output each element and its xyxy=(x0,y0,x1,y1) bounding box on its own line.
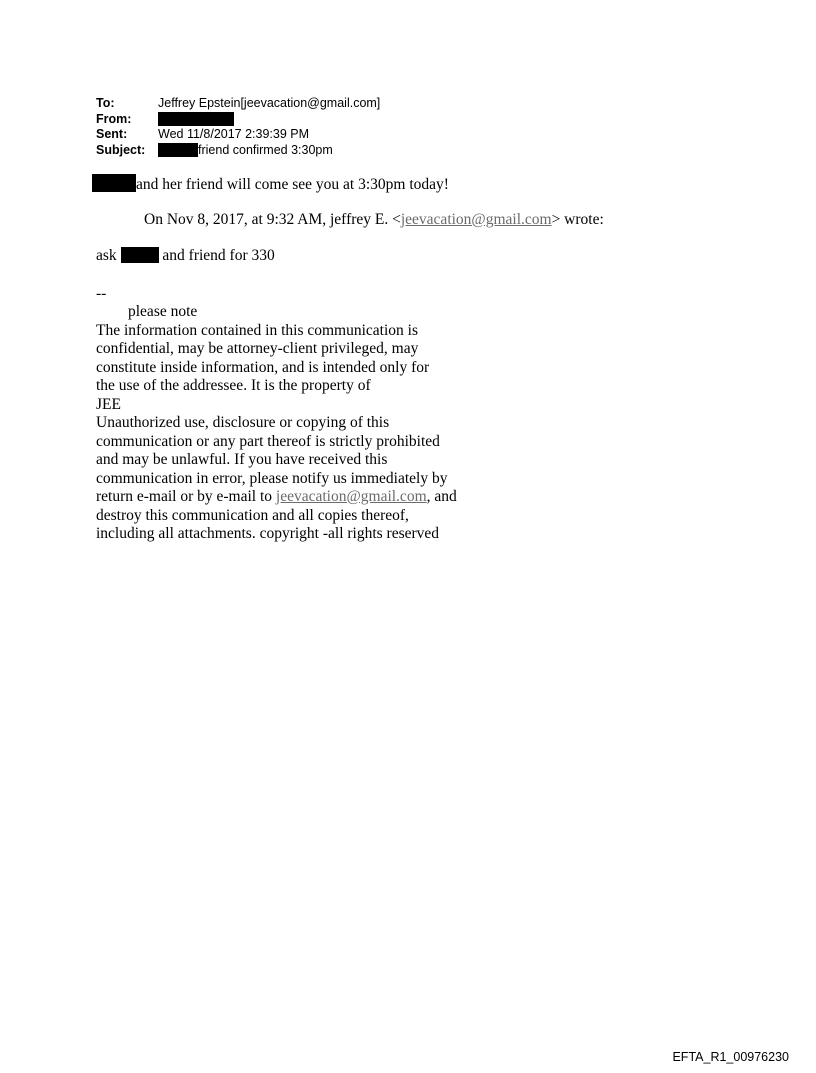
ask-line xyxy=(96,247,275,265)
redaction-box xyxy=(158,143,198,157)
redaction-box xyxy=(92,174,136,192)
email-header xyxy=(96,96,380,158)
quote-header xyxy=(144,211,604,229)
to-value: Jeffrey Epstein[jeevacation@gmail.com] xyxy=(158,96,381,110)
confidentiality-disclaimer xyxy=(96,303,457,544)
quote-email-link[interactable]: jeevacation@gmail.com xyxy=(400,211,552,228)
disclaimer-return-line xyxy=(96,488,457,507)
disclaimer-line: communication or any part thereof is strictly prohibited xyxy=(96,432,440,450)
disclaimer-line: constitute inside information, and is intended only for xyxy=(96,358,430,376)
disclaimer-line: including all attachments. copyright -all rights reserved xyxy=(96,525,440,542)
message-text: and her friend will come see you at 3:30pm today! xyxy=(136,176,449,193)
document-id: EFTA_R1_00976230 xyxy=(672,1050,789,1064)
return-prefix: return e-mail or by e-mail to xyxy=(96,488,276,505)
from-row xyxy=(96,112,380,128)
disclaimer-line: and may be unlawful. If you have received this xyxy=(96,451,388,468)
to-row xyxy=(96,96,380,112)
redaction-box xyxy=(121,247,159,263)
disclaimer-line: destroy this communication and all copies thereof, xyxy=(96,506,409,524)
sent-row xyxy=(96,127,380,143)
disclaimer-line: JEE xyxy=(96,395,121,413)
subject-value: friend confirmed 3:30pm xyxy=(198,142,333,157)
return-email-link[interactable]: jeevacation@gmail.com xyxy=(275,488,427,505)
sent-value: Wed 11/8/2017 2:39:39 PM xyxy=(158,127,310,141)
subject-label: Subject: xyxy=(96,142,146,157)
return-suffix: , and xyxy=(426,488,457,505)
message-line xyxy=(92,174,449,194)
to-label: To: xyxy=(96,96,115,110)
subject-row xyxy=(96,143,380,159)
signature-dashes: -- xyxy=(96,285,107,302)
disclaimer-line: confidential, may be attorney-client privileged, may xyxy=(96,340,419,357)
disclaimer-line: the use of the addressee. It is the property of xyxy=(96,377,371,394)
disclaimer-line: Unauthorized use, disclosure or copying of this xyxy=(96,414,390,431)
ask-suffix: and friend for 330 xyxy=(162,247,275,264)
quote-prefix: On Nov 8, 2017, at 9:32 AM, jeffrey E. < xyxy=(144,211,401,228)
quote-suffix: > wrote: xyxy=(551,211,604,228)
ask-prefix: ask xyxy=(96,247,117,264)
please-note: please note xyxy=(128,303,198,320)
from-label: From: xyxy=(96,111,132,126)
disclaimer-line: communication in error, please notify us immediately by xyxy=(96,469,448,487)
disclaimer-line: The information contained in this communication is xyxy=(96,321,418,339)
sent-label: Sent: xyxy=(96,127,128,141)
redaction-box xyxy=(158,112,234,126)
